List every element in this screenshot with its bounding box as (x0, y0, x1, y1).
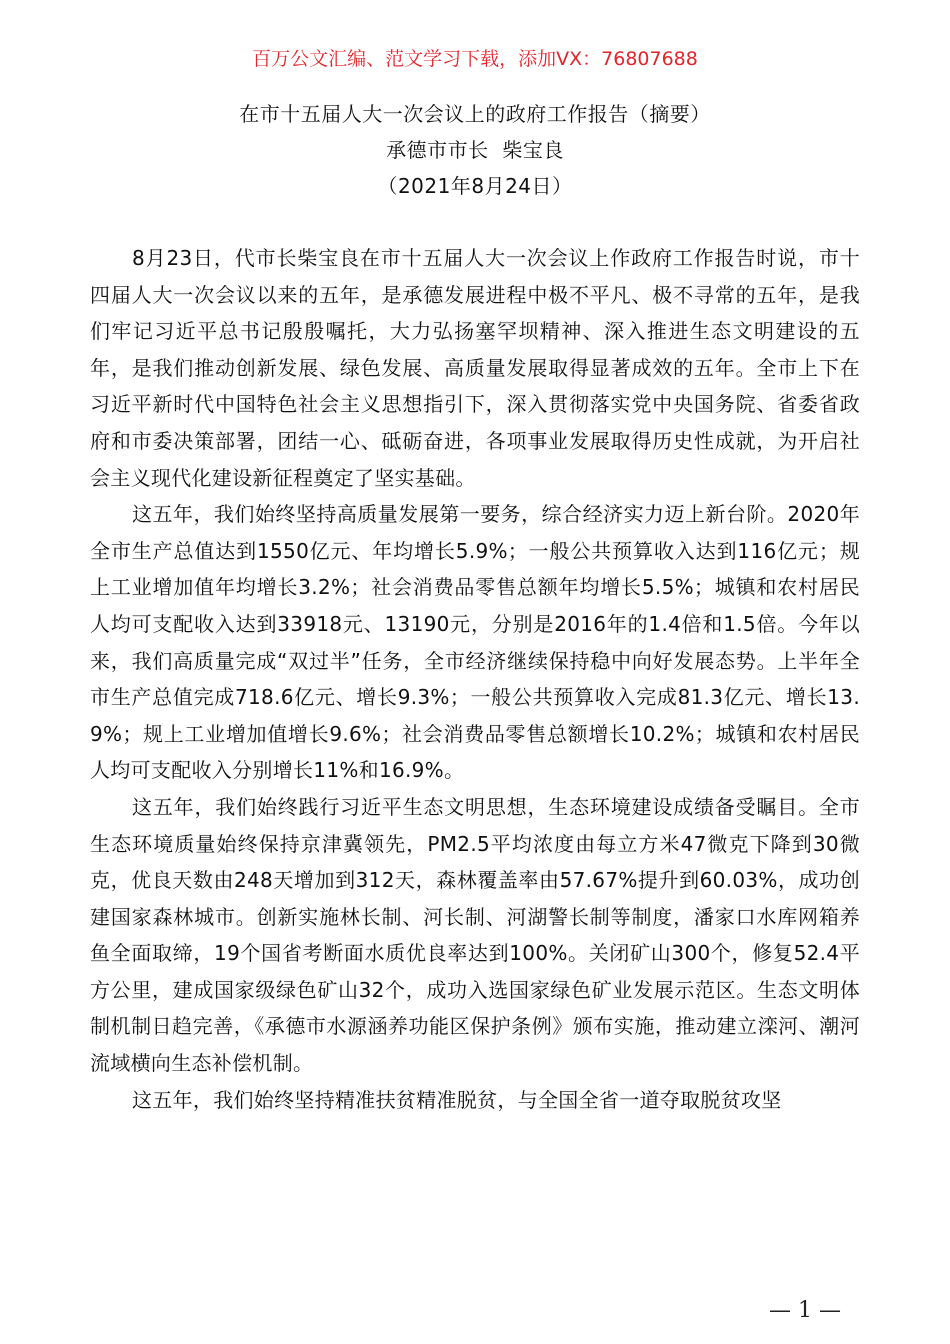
header-banner: 百万公文汇编、范文学习下载，添加VX：76807688 (252, 48, 698, 70)
paragraph-3: 这五年，我们始终践行习近平生态文明思想，生态环境建设成绩备受瞩目。全市生态环境质量始终保持京津冀领先，PM2.5平均浓度由每立方米47微克下降到30微克，优良天数由248天增加到312天，森林覆盖率由57.67%提升到60.03%，成功创建国家森林城市。创新实施林长制、河长制、河湖警长制等制度，潘家口水库网箱养鱼全面取缔，19个国省考断面水质优良率达到100%。关闭矿山300个，修复52.4平方公里，建成国家级绿色矿山32个，成功入选国家绿色矿业发展示范区。生态文明体制机制日趋完善，《承德市水源涵养功能区保护条例》颁布实施，推动建立滦河、潮河流域横向生态补偿机制。 (90, 794, 860, 1076)
page-number: — 1 — (769, 1298, 841, 1323)
paragraph-4: 这五年，我们始终坚持精准扶贫精准脱贫，与全国全省一道夺取脱贫攻坚 (132, 1087, 782, 1112)
paragraph-1: 8月23日，代市长柴宝良在市十五届人大一次会议上作政府工作报告时说，市十四届人大一次会议以来的五年，是承德发展进程中极不平凡、极不寻常的五年，是我们牢记习近平总书记殷殷嘱托，大力弘扬塞罕坝精神、深入推进生态文明建设的五年，是我们推动创新发展、绿色发展、高质量发展取得显著成效的五年。全市上下在习近平新时代中国特色社会主义思想指引下，深入贯彻落实党中央国务院、省委省政府和市委决策部署，团结一心、砥砺奋进，各项事业发展取得历史性成就，为开启社会主义现代化建设新征程奠定了坚实基础。 (90, 246, 860, 490)
title-block (0, 96, 950, 204)
paragraph-2: 这五年，我们始终坚持高质量发展第一要务，综合经济实力迈上新台阶。2020年全市生产总值达到1550亿元、年均增长5.9%；一般公共预算收入达到116亿元；规上工业增加值年均增长3.2%；社会消费品零售总额年均增长5.5%；城镇和农村居民人均可支配收入达到33918元、13190元，分别是2016年的1.4倍和1.5倍。今年以来，我们高质量完成“双过半”任务，全市经济继续保持稳中向好发展态势。上半年全市生产总值完成718.6亿元、增长9.3%；一般公共预算收入完成81.3亿元、增长13.9%；规上工业增加值增长9.6%；社会消费品零售总额增长10.2%；城镇和农村居民人均可支配收入分别增长11%和16.9%。 (90, 502, 860, 783)
document-title: 在市十五届人大一次会议上的政府工作报告（摘要） (239, 102, 711, 126)
body-text (90, 240, 860, 1118)
author-line: 承德市市长 柴宝良 (386, 138, 564, 162)
date-line: （2021年8月24日） (377, 174, 573, 198)
